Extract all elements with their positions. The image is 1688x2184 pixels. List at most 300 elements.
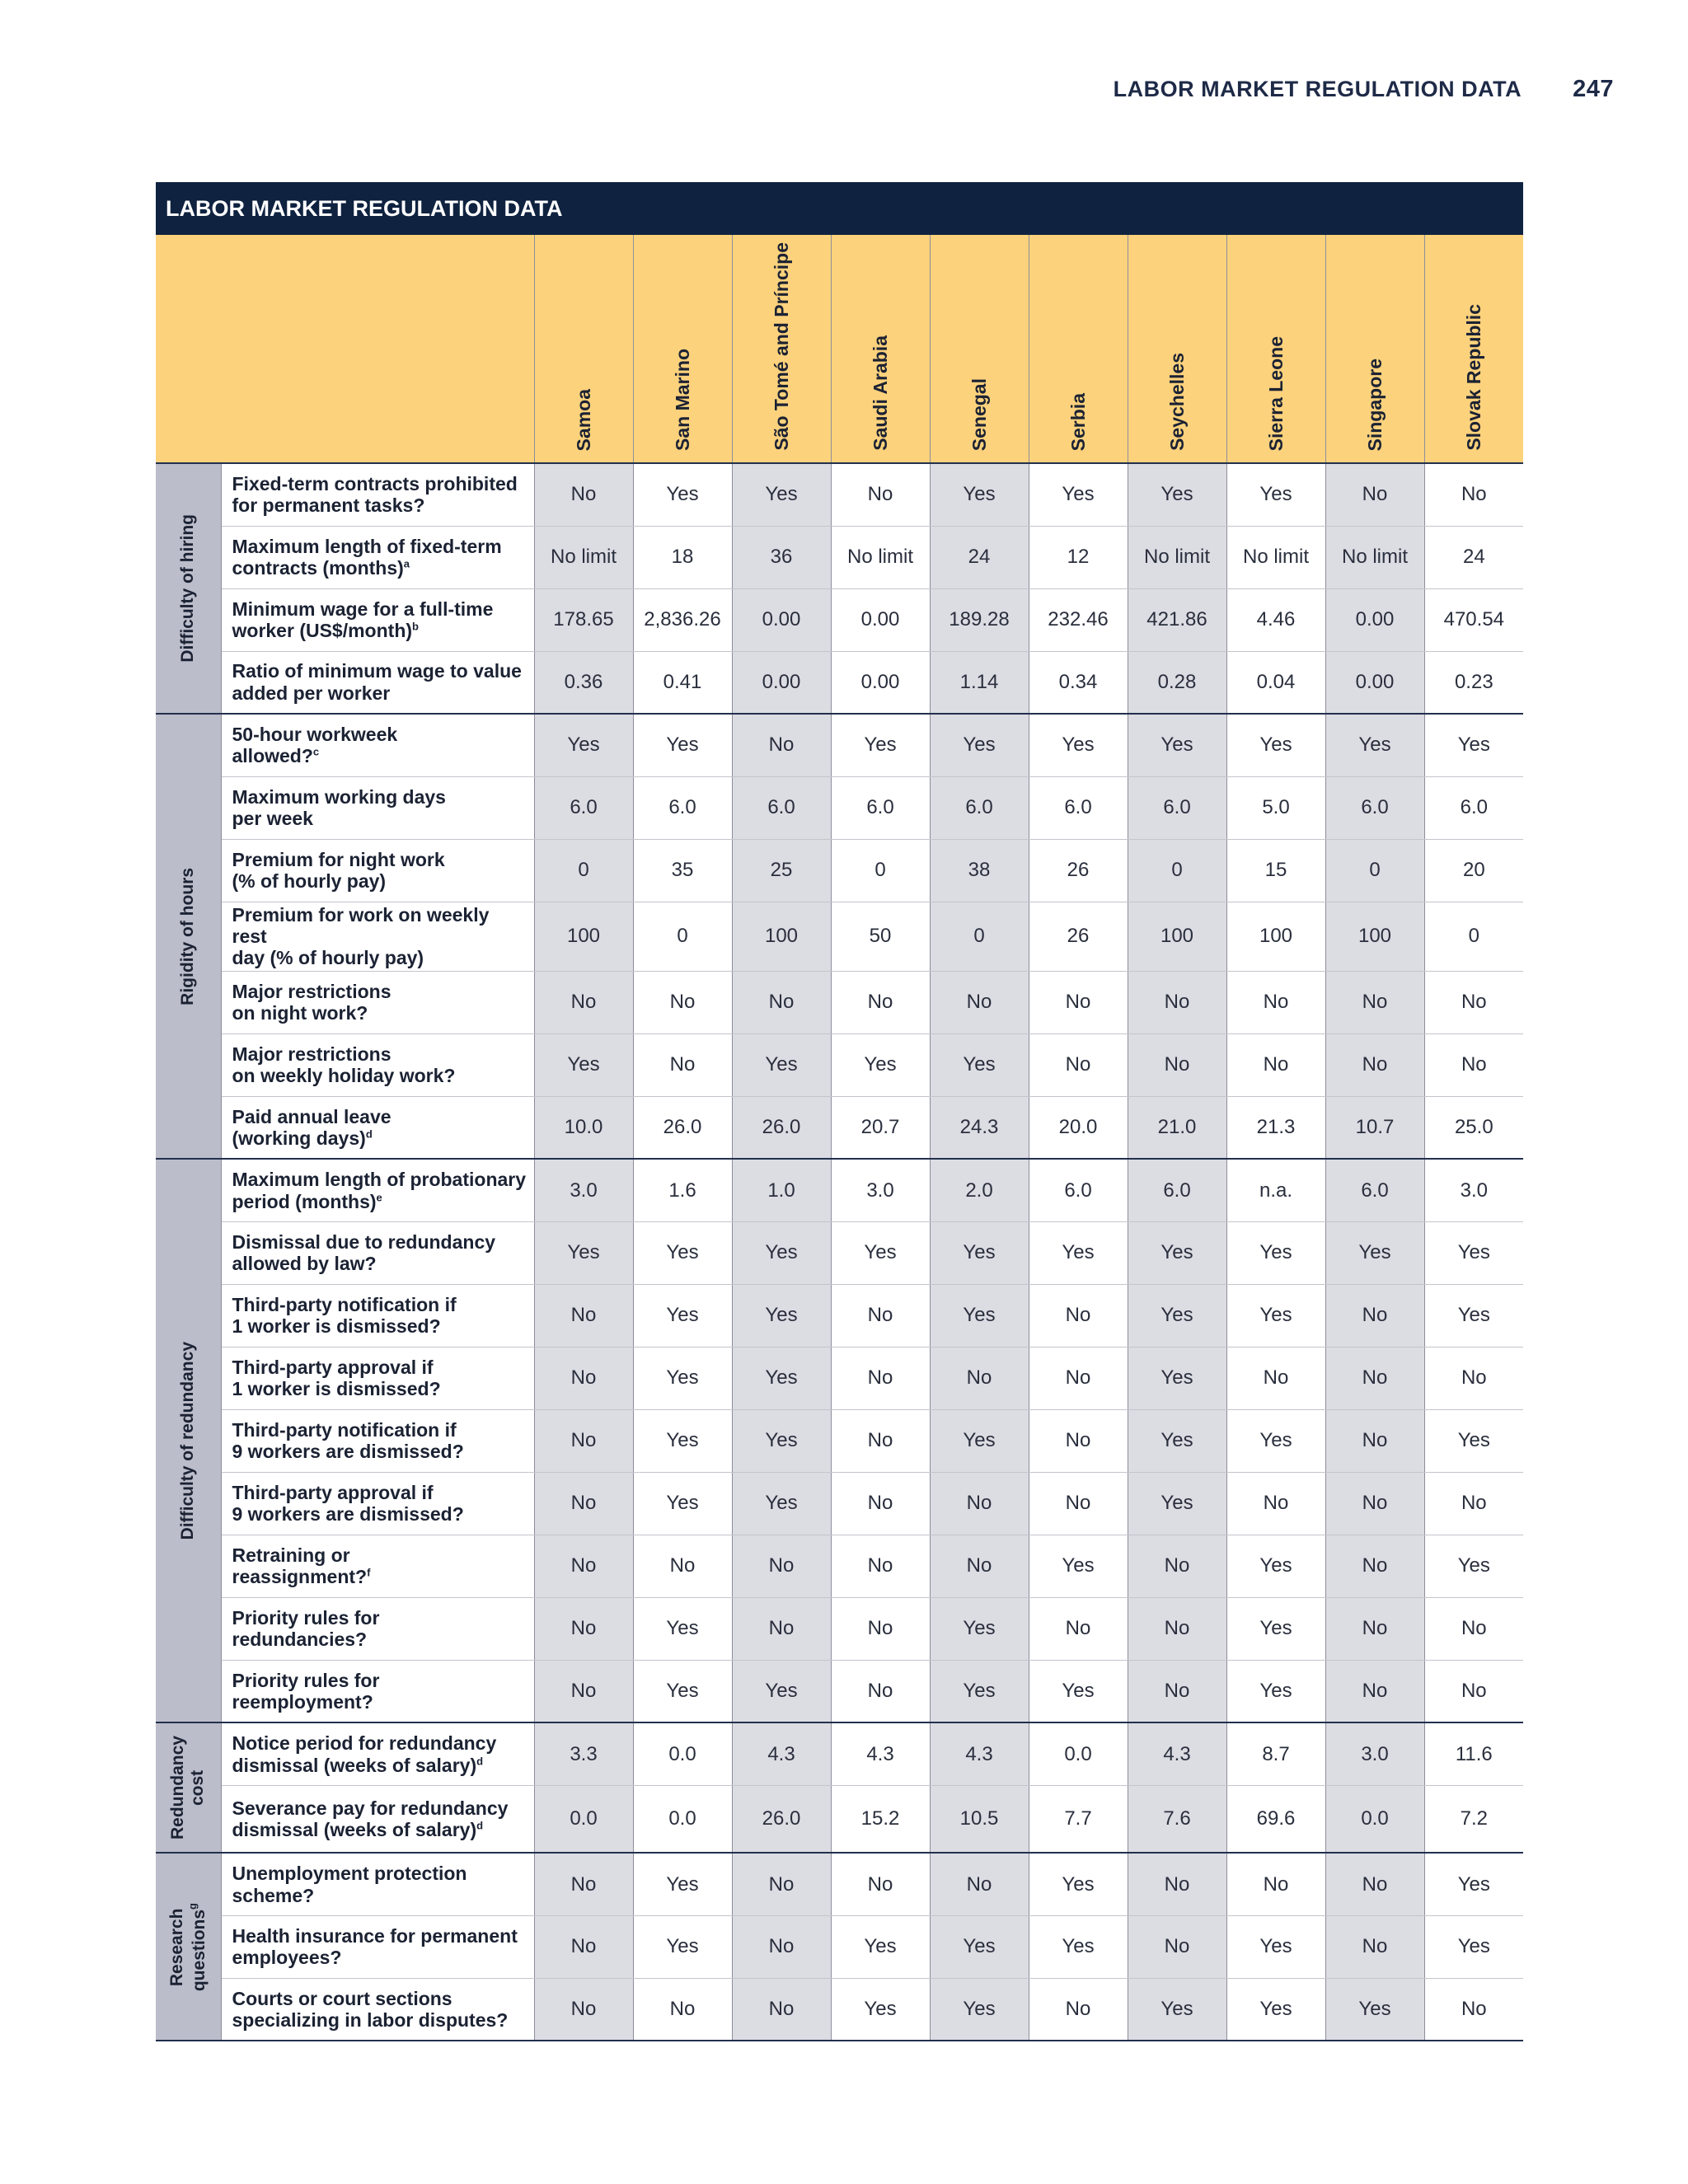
value-cell: 6.0 xyxy=(1128,776,1226,839)
value-cell: Yes xyxy=(732,1221,831,1284)
value-cell: No xyxy=(831,971,930,1033)
table-row xyxy=(156,526,1523,588)
country-header-row xyxy=(156,235,1523,463)
value-cell: No xyxy=(1325,463,1424,526)
value-cell: Yes xyxy=(1424,1535,1523,1597)
value-cell: No xyxy=(831,1347,930,1409)
value-cell: 4.3 xyxy=(831,1722,930,1785)
value-cell: 20 xyxy=(1424,839,1523,902)
indicator-label-line: (% of hourly pay) xyxy=(232,870,387,892)
indicator-label xyxy=(221,1660,534,1722)
country-name: São Tomé and Príncipe xyxy=(770,242,792,451)
footnote-marker: d xyxy=(476,1819,484,1832)
value-cell: 12 xyxy=(1029,526,1128,588)
indicator-label-line: on weekly holiday work? xyxy=(232,1065,456,1087)
table-row xyxy=(156,1535,1523,1597)
group-label-difficulty-of-redundancy xyxy=(156,1159,221,1722)
value-cell: 50 xyxy=(831,902,930,971)
value-cell: Yes xyxy=(1128,1284,1226,1347)
indicator-label xyxy=(221,1978,534,2041)
value-cell: 26.0 xyxy=(633,1096,732,1159)
indicator-label-line: 9 workers are dismissed? xyxy=(232,1503,464,1526)
value-cell: No xyxy=(534,1535,633,1597)
group-label-line: Research xyxy=(166,1908,186,1986)
group-label-text xyxy=(178,1342,198,1540)
indicator-label-line: on night work? xyxy=(232,1002,368,1024)
footnote-marker: c xyxy=(312,745,320,758)
value-cell: 0 xyxy=(1424,902,1523,971)
value-cell: No xyxy=(930,1347,1029,1409)
table-row xyxy=(156,902,1523,971)
value-cell: Yes xyxy=(1424,1409,1523,1472)
indicator-label-line: Dismissal due to redundancy xyxy=(232,1230,496,1253)
value-cell: 20.0 xyxy=(1029,1096,1128,1159)
country-header-senegal xyxy=(930,235,1029,463)
value-cell: 6.0 xyxy=(1128,1159,1226,1221)
indicator-label xyxy=(221,1033,534,1096)
country-header-sierra-leone xyxy=(1226,235,1325,463)
value-cell: Yes xyxy=(732,463,831,526)
value-cell: 0.0 xyxy=(1325,1785,1424,1853)
indicator-label xyxy=(221,526,534,588)
value-cell: No xyxy=(1325,1915,1424,1978)
country-name: Singapore xyxy=(1363,358,1386,451)
value-cell: Yes xyxy=(930,1660,1029,1722)
value-cell: No limit xyxy=(534,526,633,588)
value-cell: No xyxy=(1128,1033,1226,1096)
value-cell: 6.0 xyxy=(1325,1159,1424,1221)
footnote-marker: f xyxy=(367,1566,371,1579)
indicator-label-line: Premium for night work xyxy=(232,848,445,870)
value-cell: 0.00 xyxy=(831,651,930,714)
value-cell: Yes xyxy=(930,1597,1029,1660)
value-cell: No limit xyxy=(831,526,930,588)
table-row xyxy=(156,1159,1523,1221)
indicator-label-line: reassignment? xyxy=(232,1566,368,1588)
value-cell: Yes xyxy=(633,1347,732,1409)
value-cell: Yes xyxy=(1029,1915,1128,1978)
indicator-label xyxy=(221,1785,534,1853)
table-row xyxy=(156,1221,1523,1284)
value-cell: Yes xyxy=(1325,714,1424,776)
value-cell: 3.0 xyxy=(831,1159,930,1221)
group-label-redundancy-cost xyxy=(156,1722,221,1853)
value-cell: 6.0 xyxy=(1424,776,1523,839)
value-cell: 24 xyxy=(930,526,1029,588)
value-cell: Yes xyxy=(1325,1978,1424,2041)
value-cell: No xyxy=(831,1409,930,1472)
indicator-label-line: Priority rules for xyxy=(232,1606,380,1629)
indicator-label-line: Minimum wage for a full-time xyxy=(232,598,494,620)
value-cell: No xyxy=(1424,463,1523,526)
footnote-marker: d xyxy=(476,1754,484,1767)
value-cell: 11.6 xyxy=(1424,1722,1523,1785)
country-header-seychelles xyxy=(1128,235,1226,463)
page-number: 247 xyxy=(1573,75,1614,102)
value-cell: Yes xyxy=(1424,1221,1523,1284)
running-head-title: LABOR MARKET REGULATION DATA xyxy=(1113,76,1522,101)
indicator-label xyxy=(221,1409,534,1472)
value-cell: No xyxy=(633,971,732,1033)
table-row xyxy=(156,1284,1523,1347)
value-cell: No xyxy=(1029,1347,1128,1409)
indicator-label-line: 1 worker is dismissed? xyxy=(232,1378,441,1400)
value-cell: Yes xyxy=(1128,1221,1226,1284)
value-cell: No xyxy=(732,1597,831,1660)
indicator-label-line: 9 workers are dismissed? xyxy=(232,1441,464,1463)
country-name: San Marino xyxy=(671,349,693,451)
value-cell: No xyxy=(1029,1033,1128,1096)
value-cell: Yes xyxy=(633,1472,732,1535)
value-cell: 36 xyxy=(732,526,831,588)
table-row xyxy=(156,1915,1523,1978)
value-cell: n.a. xyxy=(1226,1159,1325,1221)
value-cell: No xyxy=(732,1978,831,2041)
value-cell: 69.6 xyxy=(1226,1785,1325,1853)
indicator-label xyxy=(221,1853,534,1915)
value-cell: 100 xyxy=(534,902,633,971)
value-cell: 26.0 xyxy=(732,1785,831,1853)
value-cell: Yes xyxy=(930,1409,1029,1472)
indicator-label-line: Maximum length of fixed-term xyxy=(232,535,502,557)
country-header-saudi-arabia xyxy=(831,235,930,463)
value-cell: Yes xyxy=(1226,463,1325,526)
country-header-sao-tome-and-principe xyxy=(732,235,831,463)
value-cell: No xyxy=(534,1472,633,1535)
group-label-line: Redundancy xyxy=(168,1736,188,1840)
country-header-slovak-republic xyxy=(1424,235,1523,463)
value-cell: No xyxy=(1325,1472,1424,1535)
value-cell: No xyxy=(930,1853,1029,1915)
footnote-marker: g xyxy=(185,1902,199,1910)
value-cell: Yes xyxy=(633,463,732,526)
value-cell: Yes xyxy=(1128,1978,1226,2041)
value-cell: No xyxy=(732,1853,831,1915)
value-cell: 100 xyxy=(1325,902,1424,971)
value-cell: Yes xyxy=(1226,1915,1325,1978)
value-cell: No xyxy=(1226,1033,1325,1096)
value-cell: 178.65 xyxy=(534,588,633,651)
indicator-label-line: worker (US$/month) xyxy=(232,620,413,641)
value-cell: 0.00 xyxy=(732,588,831,651)
value-cell: Yes xyxy=(732,1347,831,1409)
value-cell: 6.0 xyxy=(732,776,831,839)
value-cell: No xyxy=(1128,1660,1226,1722)
indicator-label xyxy=(221,1722,534,1785)
value-cell: 0.00 xyxy=(1325,588,1424,651)
value-cell: No xyxy=(732,1915,831,1978)
value-cell: 7.2 xyxy=(1424,1785,1523,1853)
indicator-label-line: Ratio of minimum wage to value xyxy=(232,660,522,682)
value-cell: 4.3 xyxy=(732,1722,831,1785)
value-cell: 0.0 xyxy=(633,1722,732,1785)
value-cell: No xyxy=(1128,1597,1226,1660)
value-cell: Yes xyxy=(831,1033,930,1096)
value-cell: 470.54 xyxy=(1424,588,1523,651)
indicator-label-line: specializing in labor disputes? xyxy=(232,2009,509,2032)
value-cell: No xyxy=(1029,1597,1128,1660)
indicator-label-line: per week xyxy=(232,808,313,829)
value-cell: 0 xyxy=(1128,839,1226,902)
group-label-rigidity-of-hours xyxy=(156,714,221,1159)
value-cell: No xyxy=(1325,1409,1424,1472)
value-cell: No xyxy=(633,1535,732,1597)
value-cell: No xyxy=(1128,1535,1226,1597)
value-cell: No xyxy=(732,714,831,776)
indicator-label-line: Retraining or xyxy=(232,1544,350,1566)
group-label-text xyxy=(168,1736,208,1840)
value-cell: 0.0 xyxy=(1029,1722,1128,1785)
value-cell: Yes xyxy=(633,714,732,776)
indicator-label-line: Severance pay for redundancy xyxy=(232,1797,509,1819)
value-cell: No xyxy=(1029,1409,1128,1472)
value-cell: 7.6 xyxy=(1128,1785,1226,1853)
value-cell: Yes xyxy=(831,714,930,776)
country-name: Slovak Republic xyxy=(1462,304,1484,451)
group-label-text xyxy=(178,514,198,663)
value-cell: 189.28 xyxy=(930,588,1029,651)
indicator-label xyxy=(221,463,534,526)
value-cell: 6.0 xyxy=(1029,1159,1128,1221)
value-cell: No xyxy=(732,1535,831,1597)
value-cell: No xyxy=(633,1978,732,2041)
table-row xyxy=(156,839,1523,902)
value-cell: 24.3 xyxy=(930,1096,1029,1159)
country-header-serbia xyxy=(1029,235,1128,463)
group-label-research-questions xyxy=(156,1853,221,2041)
value-cell: No xyxy=(534,1409,633,1472)
value-cell: Yes xyxy=(633,1853,732,1915)
value-cell: Yes xyxy=(633,1660,732,1722)
value-cell: No limit xyxy=(1325,526,1424,588)
value-cell: Yes xyxy=(732,1472,831,1535)
value-cell: Yes xyxy=(1128,714,1226,776)
table-row xyxy=(156,1347,1523,1409)
indicator-label-line: Maximum working days xyxy=(232,785,446,808)
indicator-label xyxy=(221,902,534,971)
value-cell: Yes xyxy=(732,1409,831,1472)
value-cell: Yes xyxy=(930,1221,1029,1284)
value-cell: Yes xyxy=(1029,463,1128,526)
value-cell: 15 xyxy=(1226,839,1325,902)
indicator-label-line: 1 worker is dismissed? xyxy=(232,1315,441,1338)
value-cell: 25 xyxy=(732,839,831,902)
indicator-label-line: day (% of hourly pay) xyxy=(232,947,424,969)
indicator-label-line: Notice period for redundancy xyxy=(232,1732,497,1755)
value-cell: No xyxy=(1325,1284,1424,1347)
indicator-label-line: Third-party notification if xyxy=(232,1293,457,1315)
country-name: Saudi Arabia xyxy=(869,335,891,451)
value-cell: No xyxy=(1424,1347,1523,1409)
value-cell: 2,836.26 xyxy=(633,588,732,651)
value-cell: 0.04 xyxy=(1226,651,1325,714)
value-cell: No xyxy=(1226,1853,1325,1915)
value-cell: Yes xyxy=(1128,1347,1226,1409)
value-cell: 10.0 xyxy=(534,1096,633,1159)
indicator-label-line: contracts (months) xyxy=(232,557,404,579)
value-cell: No xyxy=(1128,1853,1226,1915)
value-cell: No xyxy=(534,463,633,526)
value-cell: 26 xyxy=(1029,839,1128,902)
indicator-label xyxy=(221,1159,534,1221)
indicator-label-line: Health insurance for permanent xyxy=(232,1924,518,1947)
value-cell: Yes xyxy=(831,1915,930,1978)
indicator-label-line: period (months) xyxy=(232,1190,377,1212)
value-cell: 25.0 xyxy=(1424,1096,1523,1159)
indicator-label-line: Paid annual leave xyxy=(232,1105,392,1127)
value-cell: No xyxy=(1226,1472,1325,1535)
indicator-label-line: Fixed-term contracts prohibited xyxy=(232,472,518,494)
value-cell: No xyxy=(831,463,930,526)
indicator-label-line: 50-hour workweek xyxy=(232,723,398,745)
footnote-marker: a xyxy=(403,557,410,570)
group-label-text xyxy=(167,1903,209,1991)
table-row xyxy=(156,1853,1523,1915)
value-cell: Yes xyxy=(1424,1915,1523,1978)
value-cell: 1.0 xyxy=(732,1159,831,1221)
indicator-label xyxy=(221,1597,534,1660)
indicator-label-line: employees? xyxy=(232,1947,342,1969)
value-cell: 0 xyxy=(831,839,930,902)
value-cell: Yes xyxy=(534,714,633,776)
value-cell: 0 xyxy=(633,902,732,971)
country-header-samoa xyxy=(534,235,633,463)
value-cell: 0.41 xyxy=(633,651,732,714)
value-cell: Yes xyxy=(1226,1597,1325,1660)
value-cell: 3.0 xyxy=(1424,1159,1523,1221)
value-cell: Yes xyxy=(633,1284,732,1347)
value-cell: Yes xyxy=(1226,1978,1325,2041)
value-cell: 232.46 xyxy=(1029,588,1128,651)
value-cell: No xyxy=(633,1033,732,1096)
value-cell: No xyxy=(534,1284,633,1347)
value-cell: Yes xyxy=(633,1221,732,1284)
value-cell: 6.0 xyxy=(534,776,633,839)
value-cell: 0 xyxy=(930,902,1029,971)
value-cell: No xyxy=(1424,1472,1523,1535)
value-cell: Yes xyxy=(930,714,1029,776)
value-cell: No xyxy=(831,1472,930,1535)
indicator-label xyxy=(221,714,534,776)
value-cell: 4.46 xyxy=(1226,588,1325,651)
value-cell: Yes xyxy=(1029,1221,1128,1284)
country-header-san-marino xyxy=(633,235,732,463)
indicator-label-line: allowed? xyxy=(232,745,313,767)
indicator-label-line: Priority rules for xyxy=(232,1669,380,1691)
table-row xyxy=(156,1660,1523,1722)
value-cell: 0.28 xyxy=(1128,651,1226,714)
value-cell: No xyxy=(1325,1033,1424,1096)
indicator-label xyxy=(221,588,534,651)
footnote-marker: e xyxy=(376,1190,382,1203)
table-title: LABOR MARKET REGULATION DATA xyxy=(156,182,1523,235)
value-cell: 0.00 xyxy=(732,651,831,714)
value-cell: Yes xyxy=(930,1978,1029,2041)
value-cell: Yes xyxy=(1424,1284,1523,1347)
table-row xyxy=(156,1978,1523,2041)
indicator-label-line: Third-party approval if xyxy=(232,1481,434,1503)
value-cell: 6.0 xyxy=(1029,776,1128,839)
value-cell: Yes xyxy=(1029,714,1128,776)
country-name: Serbia xyxy=(1067,392,1089,451)
value-cell: 26 xyxy=(1029,902,1128,971)
table-row xyxy=(156,1597,1523,1660)
indicator-label-line: dismissal (weeks of salary) xyxy=(232,1819,477,1841)
value-cell: Yes xyxy=(930,1915,1029,1978)
value-cell: 1.14 xyxy=(930,651,1029,714)
value-cell: Yes xyxy=(633,1915,732,1978)
value-cell: Yes xyxy=(1424,1853,1523,1915)
running-head xyxy=(1114,73,1614,105)
value-cell: No xyxy=(831,1853,930,1915)
value-cell: 0.34 xyxy=(1029,651,1128,714)
value-cell: No xyxy=(1226,971,1325,1033)
indicator-label-line: Third-party notification if xyxy=(232,1418,457,1441)
value-cell: No xyxy=(1325,1853,1424,1915)
indicator-label xyxy=(221,971,534,1033)
country-name: Sierra Leone xyxy=(1264,335,1287,451)
value-cell: No xyxy=(534,1853,633,1915)
value-cell: No limit xyxy=(1128,526,1226,588)
value-cell: No xyxy=(534,971,633,1033)
value-cell: No xyxy=(831,1535,930,1597)
table-row xyxy=(156,1033,1523,1096)
value-cell: 100 xyxy=(1226,902,1325,971)
value-cell: Yes xyxy=(930,463,1029,526)
value-cell: No xyxy=(534,1915,633,1978)
value-cell: 0.00 xyxy=(831,588,930,651)
value-cell: Yes xyxy=(831,1221,930,1284)
labor-market-regulation-table xyxy=(156,182,1523,2041)
value-cell: Yes xyxy=(633,1597,732,1660)
indicator-label-line: dismissal (weeks of salary) xyxy=(232,1754,477,1776)
table-row xyxy=(156,588,1523,651)
value-cell: No xyxy=(1029,971,1128,1033)
indicator-label-line: Third-party approval if xyxy=(232,1356,434,1378)
group-label-line: Difficulty of hiring xyxy=(178,514,198,663)
value-cell: 26.0 xyxy=(732,1096,831,1159)
indicator-label-line: Major restrictions xyxy=(232,980,392,1002)
value-cell: Yes xyxy=(1029,1535,1128,1597)
value-cell: No xyxy=(1424,1597,1523,1660)
indicator-label-line: for permanent tasks? xyxy=(232,494,425,517)
value-cell: Yes xyxy=(1128,1472,1226,1535)
value-cell: 421.86 xyxy=(1128,588,1226,651)
indicator-label-line: (working days) xyxy=(232,1127,366,1150)
value-cell: No xyxy=(1325,1535,1424,1597)
indicator-label xyxy=(221,1915,534,1978)
value-cell: No xyxy=(930,1535,1029,1597)
value-cell: 35 xyxy=(633,839,732,902)
indicator-label xyxy=(221,839,534,902)
value-cell: 0.0 xyxy=(633,1785,732,1853)
value-cell: 0.36 xyxy=(534,651,633,714)
table-row xyxy=(156,1409,1523,1472)
value-cell: No xyxy=(1325,971,1424,1033)
value-cell: 10.7 xyxy=(1325,1096,1424,1159)
value-cell: 6.0 xyxy=(1325,776,1424,839)
value-cell: Yes xyxy=(1226,1535,1325,1597)
indicator-label xyxy=(221,1221,534,1284)
country-header-singapore xyxy=(1325,235,1424,463)
table-row xyxy=(156,1096,1523,1159)
value-cell: 24 xyxy=(1424,526,1523,588)
value-cell: 8.7 xyxy=(1226,1722,1325,1785)
value-cell: Yes xyxy=(1226,1660,1325,1722)
table-row xyxy=(156,971,1523,1033)
table-row xyxy=(156,651,1523,714)
value-cell: No xyxy=(534,1660,633,1722)
